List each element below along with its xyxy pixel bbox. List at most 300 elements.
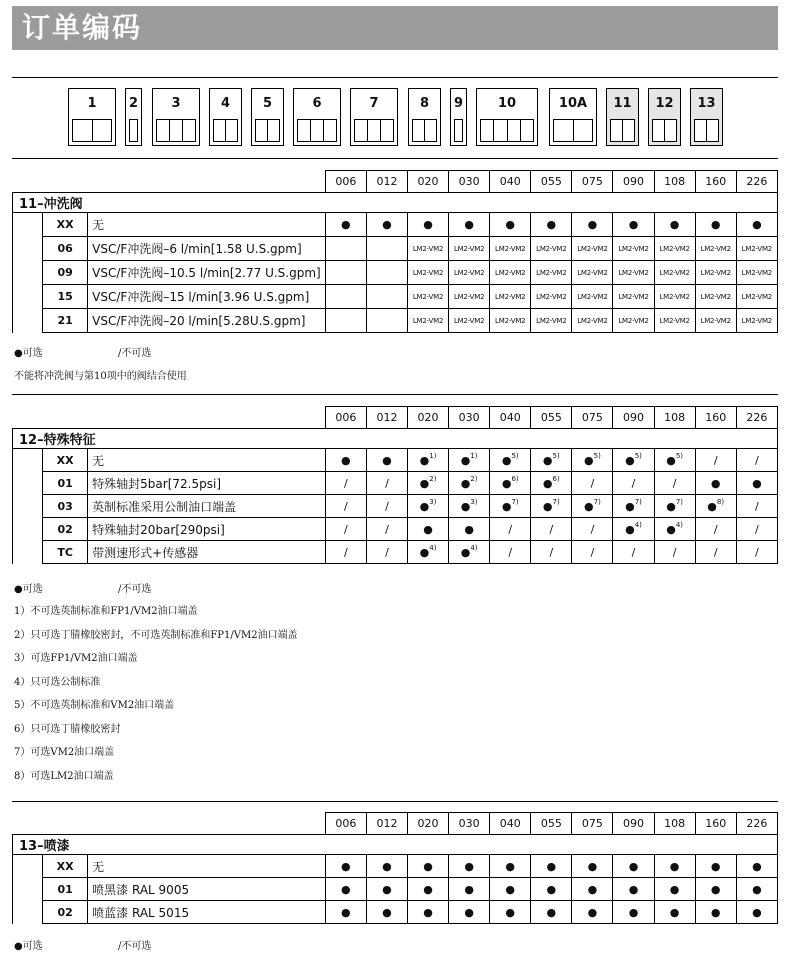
legend-available: ●可选 <box>14 584 43 595</box>
row-indent <box>13 449 43 472</box>
code-cell <box>214 120 225 141</box>
code-cell <box>611 120 622 141</box>
code-cell <box>130 120 137 141</box>
availability-mark: ● <box>666 499 676 513</box>
availability-mark: ● <box>584 453 594 467</box>
availability-cell: LM2-VM2 <box>613 237 654 261</box>
code-box-label: 3 <box>171 96 181 111</box>
size-header: 012 <box>366 813 407 835</box>
availability-cell <box>695 541 736 564</box>
availability-mark: ● <box>542 499 553 513</box>
availability-mark: / <box>713 545 718 559</box>
availability-cell: LM2-VM2 <box>449 309 490 333</box>
option-code: 02 <box>43 901 88 924</box>
availability-cell <box>572 518 613 541</box>
availability-cell <box>695 495 736 518</box>
option-code: XX <box>43 449 88 472</box>
section-title: 12–特殊特征 <box>13 429 778 449</box>
availability-mark: / <box>590 522 595 536</box>
availability-cell <box>531 518 572 541</box>
section11-note: 不能将冲洗阀与第10项中的阀结合使用 <box>14 371 187 382</box>
size-header: 012 <box>366 171 407 193</box>
code-cell <box>455 120 462 141</box>
code-box-label: 6 <box>312 96 322 111</box>
availability-cell <box>408 518 449 541</box>
availability-mark: ● <box>707 499 717 513</box>
footnote-ref: 3) <box>470 497 478 506</box>
availability-cell <box>613 518 654 541</box>
availability-mark: / <box>385 499 389 513</box>
header-blank <box>13 407 326 429</box>
code-box-7 <box>350 88 398 146</box>
code-cell <box>267 120 279 141</box>
row-indent <box>13 901 43 924</box>
availability-mark: ● <box>501 476 512 490</box>
option-code: TC <box>43 541 88 564</box>
availability-cell: LM2-VM2 <box>531 285 572 309</box>
availability-cell <box>366 472 407 495</box>
code-box-4 <box>209 88 242 146</box>
legend-12 <box>14 580 152 595</box>
availability-cell: ● <box>449 213 490 237</box>
section-title: 11–冲洗阀 <box>13 193 778 213</box>
availability-cell: LM2-VM2 <box>572 309 613 333</box>
availability-cell <box>736 449 777 472</box>
code-cell <box>695 120 706 141</box>
code-box-label: 11 <box>613 96 632 111</box>
availability-mark: ● <box>542 476 553 490</box>
option-code: 21 <box>43 309 88 333</box>
row-indent <box>13 309 43 333</box>
availability-cell: LM2-VM2 <box>531 261 572 285</box>
availability-mark: / <box>755 545 759 559</box>
footnote-ref: 4) <box>429 543 437 552</box>
availability-cell <box>325 261 366 285</box>
availability-mark: / <box>549 545 554 559</box>
footnote-ref: 7) <box>552 497 560 506</box>
option-description: 无 <box>88 449 326 472</box>
code-cell <box>706 120 718 141</box>
code-cell <box>622 120 634 141</box>
availability-cell <box>572 495 613 518</box>
availability-mark: ● <box>625 453 635 467</box>
table-row <box>13 237 778 261</box>
code-cell <box>92 120 112 141</box>
option-code: 15 <box>43 285 88 309</box>
legend-available: ●可选 <box>14 941 43 952</box>
availability-cell: LM2-VM2 <box>408 285 449 309</box>
row-indent <box>13 518 43 541</box>
availability-cell <box>325 495 366 518</box>
legend-not-available: /不可选 <box>118 584 152 595</box>
code-cell <box>225 120 237 141</box>
divider <box>12 394 778 395</box>
size-header: 090 <box>613 407 654 429</box>
option-code: 01 <box>43 878 88 901</box>
footnote: 5）不可选英制标准和VM2油口端盖 <box>14 700 175 711</box>
availability-cell: ● <box>408 213 449 237</box>
availability-cell: ● <box>449 855 490 878</box>
availability-cell <box>449 449 490 472</box>
legend-13 <box>14 937 152 952</box>
availability-cell: ● <box>695 878 736 901</box>
availability-mark: ● <box>542 453 553 467</box>
availability-cell: ● <box>572 855 613 878</box>
footnote-ref: 4) <box>634 520 642 529</box>
code-box-13 <box>690 88 723 146</box>
code-box-12 <box>648 88 681 146</box>
size-header: 108 <box>654 171 695 193</box>
table-row <box>13 472 778 495</box>
flushing-valve-table <box>12 170 778 333</box>
size-header: 226 <box>736 813 777 835</box>
code-box-6 <box>293 88 341 146</box>
footnote-ref: 7) <box>593 497 601 506</box>
row-indent <box>13 237 43 261</box>
size-header: 055 <box>531 171 572 193</box>
availability-cell: ● <box>325 901 366 924</box>
size-header: 006 <box>325 407 366 429</box>
availability-cell <box>613 472 654 495</box>
availability-cell: ● <box>325 855 366 878</box>
table-row <box>13 495 778 518</box>
footnote: 1）不可选英制标准和FP1/VM2油口端盖 <box>14 606 198 617</box>
availability-cell <box>366 449 407 472</box>
option-description: 英制标准采用公制油口端盖 <box>88 495 326 518</box>
availability-cell: LM2-VM2 <box>695 261 736 285</box>
option-description: VSC/F冲洗阀–20 l/min[5.28U.S.gpm] <box>88 309 326 333</box>
footnote-ref: 6) <box>552 474 560 483</box>
availability-cell <box>325 237 366 261</box>
availability-cell: LM2-VM2 <box>531 237 572 261</box>
availability-cell <box>572 472 613 495</box>
availability-mark: ● <box>625 522 635 536</box>
availability-cell <box>325 541 366 564</box>
availability-cell <box>736 495 777 518</box>
size-header: 075 <box>572 813 613 835</box>
availability-mark: ● <box>625 499 635 513</box>
code-box-cells <box>129 119 138 142</box>
row-indent <box>13 285 43 309</box>
code-box-label: 2 <box>128 96 139 111</box>
footnote: 6）只可选丁腈橡胶密封 <box>14 723 121 735</box>
footnote-ref: 8) <box>716 497 725 506</box>
size-header: 055 <box>531 813 572 835</box>
size-header: 040 <box>490 407 531 429</box>
availability-cell <box>695 472 736 495</box>
availability-cell: LM2-VM2 <box>408 261 449 285</box>
code-cell <box>169 120 182 141</box>
size-header: 030 <box>449 171 490 193</box>
availability-cell: LM2-VM2 <box>736 309 777 333</box>
table-row <box>13 213 778 237</box>
code-box-cells <box>354 119 394 142</box>
table-row <box>13 261 778 285</box>
availability-cell <box>613 541 654 564</box>
availability-cell: ● <box>490 901 531 924</box>
availability-cell <box>325 285 366 309</box>
code-box-label: 8 <box>419 96 430 111</box>
option-code: 03 <box>43 495 88 518</box>
availability-cell: LM2-VM2 <box>449 237 490 261</box>
availability-cell: ● <box>736 901 777 924</box>
row-indent <box>13 541 43 564</box>
size-header: 108 <box>654 813 695 835</box>
code-box-label: 9 <box>453 96 464 111</box>
availability-mark: / <box>344 499 348 513</box>
size-header: 160 <box>695 171 736 193</box>
option-code: XX <box>43 855 88 878</box>
availability-mark: / <box>672 545 677 559</box>
availability-mark: / <box>385 476 389 490</box>
code-cell <box>323 120 336 141</box>
availability-cell: LM2-VM2 <box>449 261 490 285</box>
availability-cell: LM2-VM2 <box>613 309 654 333</box>
code-box-1 <box>68 88 116 146</box>
code-cell <box>380 120 393 141</box>
availability-mark: / <box>631 476 636 490</box>
availability-mark: ● <box>584 499 594 513</box>
availability-cell <box>654 495 695 518</box>
title-bar <box>12 6 778 50</box>
option-description: 喷蓝漆 RAL 5015 <box>88 901 326 924</box>
availability-cell: LM2-VM2 <box>408 309 449 333</box>
availability-mark: / <box>385 545 389 559</box>
availability-cell: ● <box>490 855 531 878</box>
availability-cell: ● <box>408 878 449 901</box>
option-description: 带测速形式+传感器 <box>88 541 326 564</box>
divider <box>12 801 778 802</box>
availability-cell: LM2-VM2 <box>695 237 736 261</box>
availability-mark: ● <box>752 476 762 490</box>
footnote-ref: 1) <box>429 451 437 460</box>
availability-cell: LM2-VM2 <box>695 285 736 309</box>
availability-cell: LM2-VM2 <box>654 285 695 309</box>
availability-cell <box>408 449 449 472</box>
availability-cell: ● <box>366 213 407 237</box>
availability-mark: ● <box>341 453 351 467</box>
code-box-cells <box>297 119 337 142</box>
footnote-ref: 7) <box>675 497 683 506</box>
row-indent <box>13 495 43 518</box>
availability-cell: ● <box>449 901 490 924</box>
availability-cell: ● <box>490 213 531 237</box>
availability-cell <box>490 541 531 564</box>
footnote-ref: 2) <box>470 474 478 483</box>
footnote-ref: 5) <box>552 451 560 460</box>
size-header: 040 <box>490 171 531 193</box>
option-description: 无 <box>88 855 326 878</box>
size-header: 006 <box>325 813 366 835</box>
option-description: VSC/F冲洗阀–10.5 l/min[2.77 U.S.gpm] <box>88 261 326 285</box>
footnote-ref: 5) <box>593 451 601 460</box>
code-cell <box>73 120 92 141</box>
availability-cell <box>449 541 490 564</box>
availability-cell <box>654 541 695 564</box>
footnote: 7）可选VM2油口端盖 <box>14 747 115 758</box>
availability-mark: / <box>672 476 677 490</box>
code-box-11 <box>606 88 639 146</box>
availability-cell: LM2-VM2 <box>490 309 531 333</box>
code-cell <box>182 120 195 141</box>
code-box-cells <box>480 119 534 142</box>
option-description: 特殊轴封5bar[72.5psi] <box>88 472 326 495</box>
availability-mark: / <box>631 545 636 559</box>
code-box-3 <box>152 88 200 146</box>
code-box-label: 10A <box>558 96 588 111</box>
availability-cell: ● <box>654 855 695 878</box>
availability-cell: LM2-VM2 <box>695 309 736 333</box>
availability-cell: LM2-VM2 <box>490 261 531 285</box>
availability-cell <box>490 472 531 495</box>
footnote-ref: 7) <box>511 497 519 506</box>
code-box-cells <box>652 119 677 142</box>
availability-mark: / <box>385 522 389 536</box>
availability-cell: LM2-VM2 <box>408 237 449 261</box>
size-header: 006 <box>325 171 366 193</box>
size-header: 226 <box>736 407 777 429</box>
availability-cell <box>366 518 407 541</box>
availability-cell: ● <box>654 213 695 237</box>
availability-cell: ● <box>695 901 736 924</box>
legend-11 <box>14 344 152 359</box>
code-box-10 <box>476 88 538 146</box>
availability-cell <box>325 518 366 541</box>
table-row <box>13 855 778 878</box>
option-description: VSC/F冲洗阀–6 l/min[1.58 U.S.gpm] <box>88 237 326 261</box>
availability-cell: ● <box>325 213 366 237</box>
table-row <box>13 878 778 901</box>
code-box-cells <box>553 119 593 142</box>
footnote-ref: 4) <box>470 543 478 552</box>
availability-cell <box>736 518 777 541</box>
availability-mark: / <box>590 545 595 559</box>
availability-cell: ● <box>408 855 449 878</box>
size-header: 090 <box>613 171 654 193</box>
table-row <box>13 309 778 333</box>
availability-cell: ● <box>408 901 449 924</box>
availability-cell: ● <box>531 213 572 237</box>
availability-cell: LM2-VM2 <box>736 261 777 285</box>
code-box-label: 13 <box>697 96 716 111</box>
code-cell <box>554 120 573 141</box>
availability-mark: / <box>508 545 513 559</box>
footnote-ref: 6) <box>511 474 519 483</box>
option-code: 02 <box>43 518 88 541</box>
code-cell <box>653 120 664 141</box>
footnote-ref: 5) <box>675 451 683 460</box>
footnote-ref: 4) <box>675 520 683 529</box>
availability-cell <box>695 518 736 541</box>
availability-mark: / <box>344 522 348 536</box>
availability-cell: LM2-VM2 <box>572 261 613 285</box>
availability-mark: / <box>755 499 759 513</box>
availability-mark: ● <box>460 499 471 513</box>
availability-cell: LM2-VM2 <box>654 309 695 333</box>
code-box-2 <box>125 88 142 146</box>
availability-cell <box>325 449 366 472</box>
code-cell <box>424 120 436 141</box>
availability-cell <box>449 472 490 495</box>
availability-cell <box>325 309 366 333</box>
availability-cell: LM2-VM2 <box>572 237 613 261</box>
availability-mark: ● <box>501 453 512 467</box>
availability-cell <box>366 261 407 285</box>
size-header: 075 <box>572 407 613 429</box>
code-box-label: 10 <box>497 96 517 111</box>
availability-cell: ● <box>654 878 695 901</box>
availability-cell <box>366 237 407 261</box>
row-indent <box>13 472 43 495</box>
code-box-label: 5 <box>262 96 273 111</box>
availability-cell <box>325 472 366 495</box>
availability-mark: / <box>755 522 759 536</box>
option-description: VSC/F冲洗阀–15 l/min[3.96 U.S.gpm] <box>88 285 326 309</box>
size-header: 075 <box>572 171 613 193</box>
availability-mark: / <box>713 453 718 467</box>
availability-cell <box>366 309 407 333</box>
availability-cell <box>531 472 572 495</box>
availability-cell: LM2-VM2 <box>654 237 695 261</box>
availability-mark: ● <box>460 453 471 467</box>
option-description: 喷黑漆 RAL 9005 <box>88 878 326 901</box>
availability-cell <box>408 495 449 518</box>
table-row <box>13 541 778 564</box>
legend-not-available: /不可选 <box>118 941 152 952</box>
code-cell <box>298 120 310 141</box>
availability-mark: ● <box>419 453 430 467</box>
availability-cell: LM2-VM2 <box>613 285 654 309</box>
size-header: 108 <box>654 407 695 429</box>
availability-cell: ● <box>695 213 736 237</box>
availability-cell <box>490 495 531 518</box>
option-code: 09 <box>43 261 88 285</box>
option-description: 无 <box>88 213 326 237</box>
availability-cell: ● <box>613 855 654 878</box>
code-box-label: 4 <box>220 96 231 111</box>
availability-mark: / <box>549 522 554 536</box>
availability-mark: / <box>344 545 348 559</box>
code-box-cells <box>156 119 196 142</box>
footnote-ref: 3) <box>429 497 437 506</box>
availability-cell: ● <box>325 878 366 901</box>
code-cell <box>507 120 520 141</box>
footnote-ref: 7) <box>634 497 642 506</box>
availability-cell: LM2-VM2 <box>654 261 695 285</box>
code-cell <box>413 120 424 141</box>
row-indent <box>13 261 43 285</box>
code-box-cells <box>610 119 635 142</box>
size-header: 020 <box>408 813 449 835</box>
code-cell <box>256 120 267 141</box>
legend-not-available: /不可选 <box>118 348 152 359</box>
code-box-cells <box>213 119 238 142</box>
size-header: 030 <box>449 813 490 835</box>
availability-cell <box>366 495 407 518</box>
availability-cell: ● <box>531 878 572 901</box>
code-box-9 <box>450 88 467 146</box>
code-cell <box>493 120 506 141</box>
availability-mark: ● <box>382 453 392 467</box>
size-header: 160 <box>695 407 736 429</box>
availability-mark: ● <box>464 522 474 536</box>
availability-cell <box>366 541 407 564</box>
table-row <box>13 901 778 924</box>
availability-cell: ● <box>613 901 654 924</box>
legend-available: ●可选 <box>14 348 43 359</box>
availability-mark: / <box>344 476 348 490</box>
availability-cell <box>654 472 695 495</box>
